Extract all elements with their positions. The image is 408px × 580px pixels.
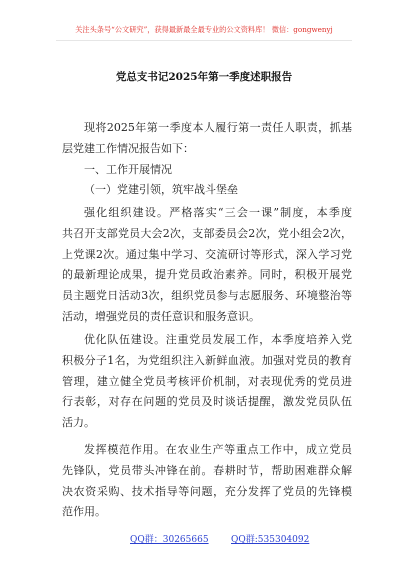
paragraph-line: 积极分子1名，为党组织注入新鲜血液。加强对党员的教育	[62, 353, 352, 367]
intro-line: 层党建工作情况报告如下：	[62, 141, 194, 155]
paragraph-line: 共召开支部党员大会2次，支部委员会2次，党小组会2次，	[62, 226, 352, 240]
subsection-heading: （一）党建引领，筑牢战斗堡垒	[84, 183, 238, 196]
paragraph-line: 的最新理论成果，提升党员政治素养。同时，积极开展党	[62, 268, 352, 282]
paragraph-line: 优化队伍建设。注重党员发展工作，本季度培养入党	[84, 333, 352, 346]
paragraph-line: 决农资采购、技术指导等问题，充分发挥了党员的先锋模	[62, 484, 352, 498]
body-paragraph-team	[62, 330, 352, 434]
body-paragraph-organization	[62, 203, 352, 328]
section-heading-block	[62, 160, 352, 181]
section-heading: 一、工作开展情况	[84, 163, 172, 176]
subsection-heading-block	[62, 180, 352, 201]
footer	[0, 532, 408, 548]
paragraph-line: 活力。	[62, 416, 95, 430]
paragraph-line: 强化组织建设。严格落实“三会一课”制度，本季度	[84, 206, 352, 219]
qq-group-link-2[interactable]: QQ群:535304092	[231, 535, 310, 545]
body-paragraph-role-model	[62, 440, 352, 523]
header-divider	[56, 40, 352, 41]
paragraph-line: 行表彰，对存在问题的党员及时谈话提醒，激发党员队伍	[62, 395, 352, 409]
qq-group-link-1[interactable]: QQ群：30265665	[130, 535, 209, 545]
paragraph-line: 范作用。	[62, 505, 106, 519]
paragraph-line: 员主题党日活动3次，组织党员参与志愿服务、环境整治等	[62, 289, 352, 303]
intro-line: 现将2025年第一季度本人履行第一责任人职责，抓基	[84, 121, 352, 134]
paragraph-line: 活动，增强党员的责任意识和服务意识。	[62, 309, 260, 323]
paragraph-line: 管理，建立健全党员考核评价机制，对表现优秀的党员进	[62, 374, 352, 388]
paragraph-line: 发挥模范作用。在农业生产等重点工作中，成立党员	[84, 443, 352, 456]
promo-header: 关注头条号“公文研究”，获得最新最全最专业的公文资料库！ 微信：gongwenyj	[75, 25, 333, 34]
paragraph-line: 先锋队，党员带头冲锋在前。春耕时节，帮助困难群众解	[62, 463, 352, 477]
intro-paragraph	[62, 118, 352, 160]
document-title: 党总支书记2025年第一季度述职报告	[115, 71, 293, 83]
paragraph-line: 上党课2次。通过集中学习、交流研讨等形式，深入学习党	[62, 247, 352, 261]
